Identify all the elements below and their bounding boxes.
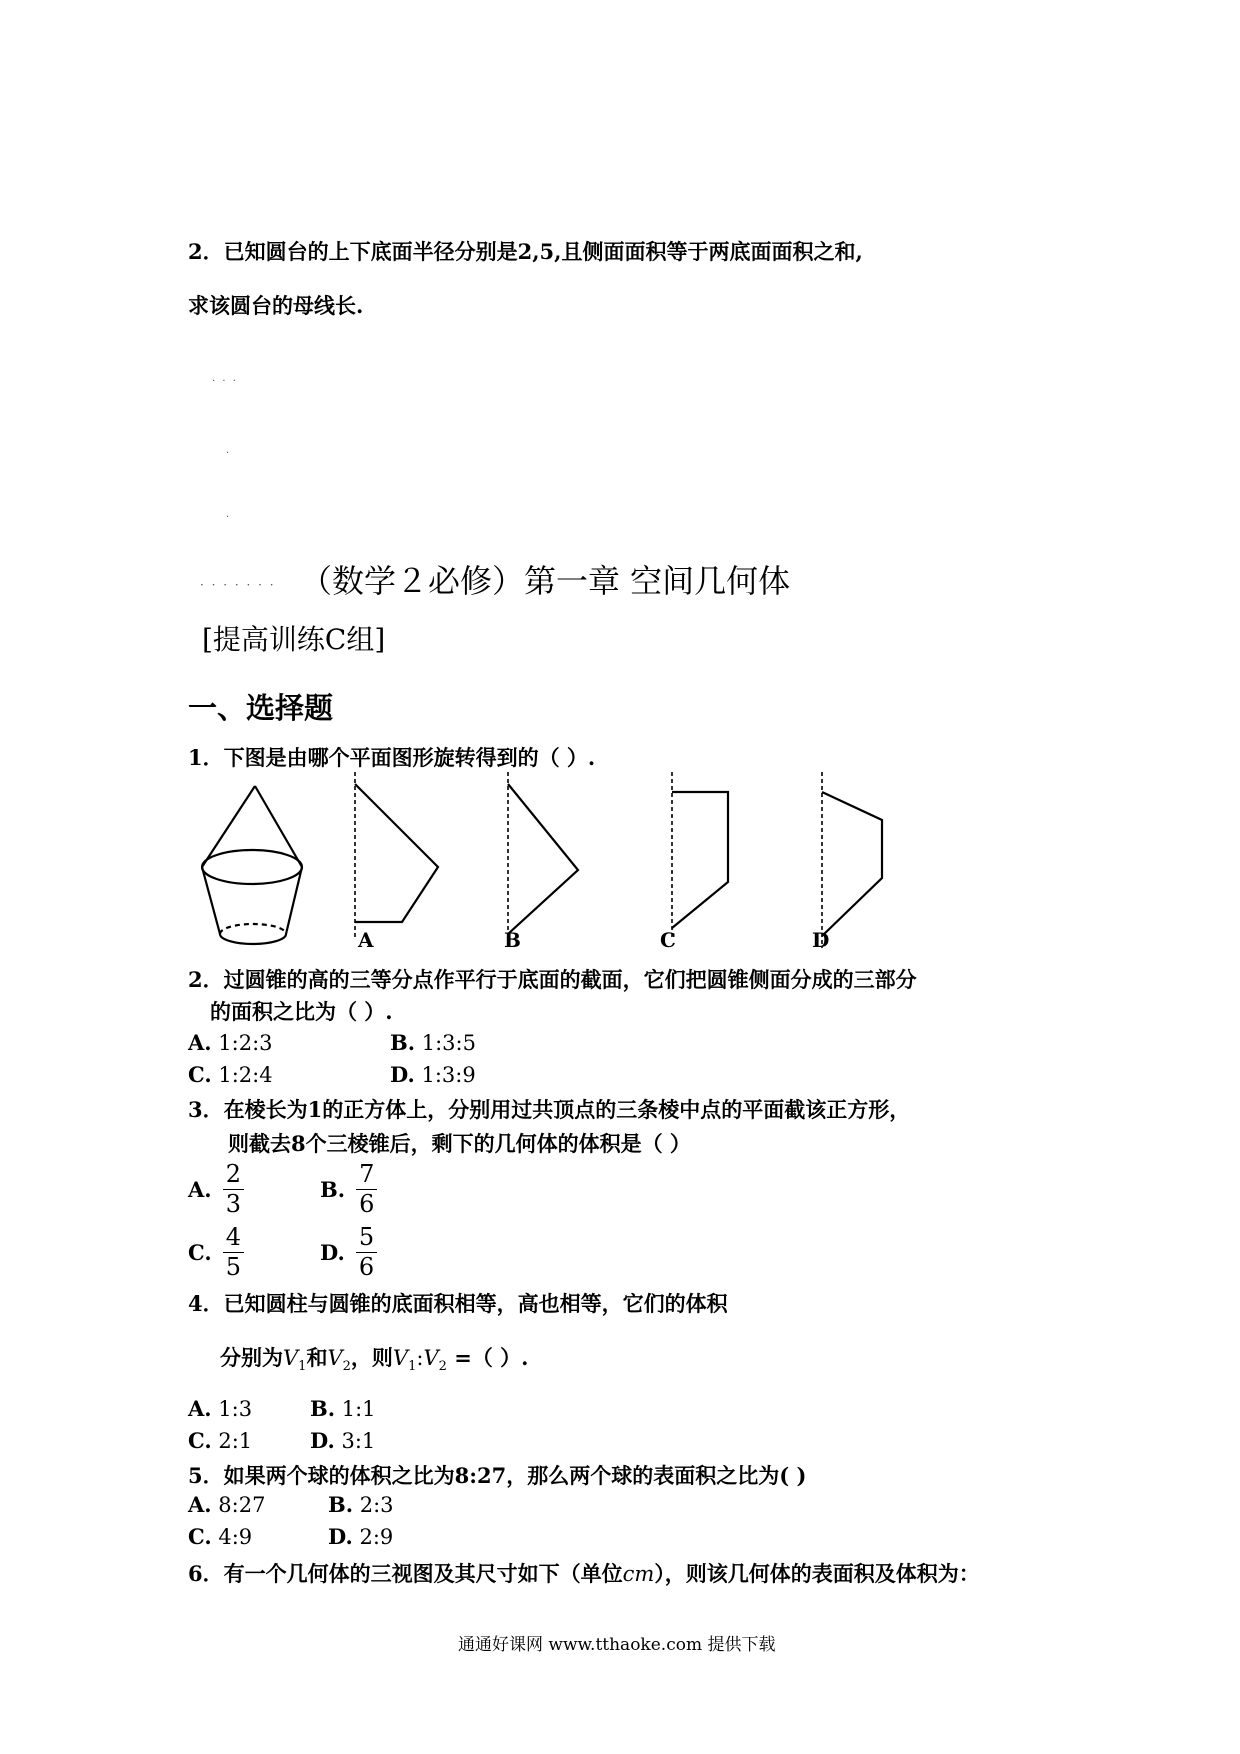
variable: V xyxy=(423,1346,439,1370)
option-a-shape xyxy=(355,772,438,940)
fraction xyxy=(356,1223,377,1282)
option-value: 3:1 xyxy=(341,1429,376,1453)
page-footer: 通通好课网 www.tthaoke.com 提供下载 xyxy=(458,1635,776,1655)
option-label: A. xyxy=(188,1396,212,1421)
question-2-option-d xyxy=(390,1062,476,1087)
text: =（ ）. xyxy=(446,1345,529,1370)
question-4-option-c xyxy=(188,1428,252,1453)
denominator: 6 xyxy=(358,1253,375,1281)
variable: V xyxy=(283,1346,299,1370)
subscript: 2 xyxy=(438,1359,447,1375)
question-5-option-c xyxy=(188,1524,252,1549)
question-5-option-a xyxy=(188,1492,265,1517)
option-value: 2:3 xyxy=(359,1493,394,1517)
option-label: D. xyxy=(310,1428,335,1453)
fraction xyxy=(223,1223,244,1282)
figure-label-b: B xyxy=(504,928,521,952)
subscript: 1 xyxy=(408,1359,417,1375)
figure-label-c: C xyxy=(660,928,676,952)
question-5-option-d xyxy=(328,1524,393,1549)
option-label: C. xyxy=(188,1428,212,1453)
option-label: D. xyxy=(328,1524,353,1549)
denominator: 6 xyxy=(359,1190,375,1218)
question-4-option-b xyxy=(310,1396,376,1421)
question-4-stem-line1: 4．已知圆柱与圆锥的底面积相等，高也相等，它们的体积 xyxy=(188,1291,728,1316)
question-2-option-c xyxy=(188,1062,273,1087)
scan-speckle: · xyxy=(226,512,232,523)
option-value: 1:3:9 xyxy=(421,1063,476,1087)
question-5-stem: 5．如果两个球的体积之比为8:27，那么两个球的表面积之比为( ) xyxy=(188,1463,807,1488)
question-3-stem-line1: 3．在棱长为1的正方体上，分别用过共顶点的三条棱中点的平面截该正方形， xyxy=(188,1097,911,1122)
question-4-stem-line2 xyxy=(220,1342,528,1374)
option-value: 1:3:5 xyxy=(421,1031,476,1055)
text: 分别为 xyxy=(220,1345,283,1370)
denominator: 5 xyxy=(225,1253,242,1281)
option-label: C. xyxy=(188,1240,212,1265)
fraction xyxy=(223,1160,244,1219)
option-label: C. xyxy=(188,1524,212,1549)
option-value: 1:1 xyxy=(341,1397,376,1421)
scan-speckle: · · · · · · · xyxy=(200,578,276,592)
question-1-figures xyxy=(190,770,950,970)
training-group-label: [提高训练C组] xyxy=(202,623,386,656)
question-4-option-a xyxy=(188,1396,252,1421)
option-label: C. xyxy=(188,1062,212,1087)
option-label: D. xyxy=(390,1062,415,1087)
unit: cm xyxy=(622,1562,655,1586)
solid-of-revolution-figure xyxy=(202,786,302,944)
chapter-title: （数学２必修）第一章 空间几何体 xyxy=(300,562,791,600)
figure-label-a: A xyxy=(358,928,374,952)
option-value: 4:9 xyxy=(218,1525,253,1549)
variable: V xyxy=(327,1346,343,1370)
question-2-option-b xyxy=(390,1030,476,1055)
option-label: B. xyxy=(328,1492,354,1517)
option-value: 1:3 xyxy=(218,1397,253,1421)
section-title: 一、选择题 xyxy=(188,691,334,725)
option-value: 1:2:4 xyxy=(218,1063,273,1087)
text: : xyxy=(416,1346,424,1370)
numerator: 5 xyxy=(356,1223,377,1253)
option-label: B. xyxy=(390,1030,416,1055)
numerator: 7 xyxy=(356,1160,377,1190)
option-label: B. xyxy=(320,1177,346,1202)
numerator: 2 xyxy=(223,1160,244,1190)
option-b-shape xyxy=(508,772,578,940)
question-1-stem: 1．下图是由哪个平面图形旋转得到的（ ）. xyxy=(188,745,596,770)
option-label: A. xyxy=(188,1492,212,1517)
option-value: 1:2:3 xyxy=(218,1031,273,1055)
question-3-option-a xyxy=(188,1160,244,1219)
option-value: 2:9 xyxy=(359,1525,394,1549)
scan-speckle: · xyxy=(226,448,232,459)
question-2-option-a xyxy=(188,1030,273,1055)
text: 6．有一个几何体的三视图及其尺寸如下（单位 xyxy=(188,1561,623,1586)
question-3-option-d xyxy=(320,1223,377,1282)
option-c-shape xyxy=(672,772,728,940)
prev-question-2-line1: 2．已知圆台的上下底面半径分别是2,5,且侧面面积等于两底面面积之和, xyxy=(188,239,863,264)
question-2-stem-line1: 2．过圆锥的高的三等分点作平行于底面的截面，它们把圆锥侧面分成的三部分 xyxy=(188,967,917,992)
option-d-shape xyxy=(822,772,882,948)
option-value: 8:27 xyxy=(218,1493,266,1517)
denominator: 3 xyxy=(225,1190,241,1218)
option-label: A. xyxy=(188,1177,212,1202)
subscript: 2 xyxy=(342,1359,351,1375)
question-3-option-c xyxy=(188,1223,244,1282)
question-2-stem-line2: 的面积之比为（ ）. xyxy=(210,999,393,1024)
text: 和 xyxy=(306,1345,328,1370)
question-5-option-b xyxy=(328,1492,394,1517)
question-3-stem-line2: 则截去8个三棱锥后，剩下的几何体的体积是（ ） xyxy=(228,1131,691,1156)
text: ），则该几何体的表面积及体积为： xyxy=(654,1561,980,1586)
question-3-option-b xyxy=(320,1160,377,1219)
option-label: A. xyxy=(188,1030,212,1055)
scan-speckle: · · · xyxy=(212,376,238,387)
variable: V xyxy=(392,1346,409,1370)
question-6-stem xyxy=(188,1558,980,1588)
subscript: 1 xyxy=(298,1359,307,1375)
numerator: 4 xyxy=(223,1223,244,1253)
figure-label-d: D xyxy=(812,928,830,952)
option-value: 2:1 xyxy=(218,1429,253,1453)
prev-question-2-line2: 求该圆台的母线长. xyxy=(188,293,364,318)
option-label: D. xyxy=(320,1240,345,1265)
text: ，则 xyxy=(350,1345,393,1370)
fraction xyxy=(356,1160,377,1219)
question-4-option-d xyxy=(310,1428,375,1453)
option-label: B. xyxy=(310,1396,336,1421)
